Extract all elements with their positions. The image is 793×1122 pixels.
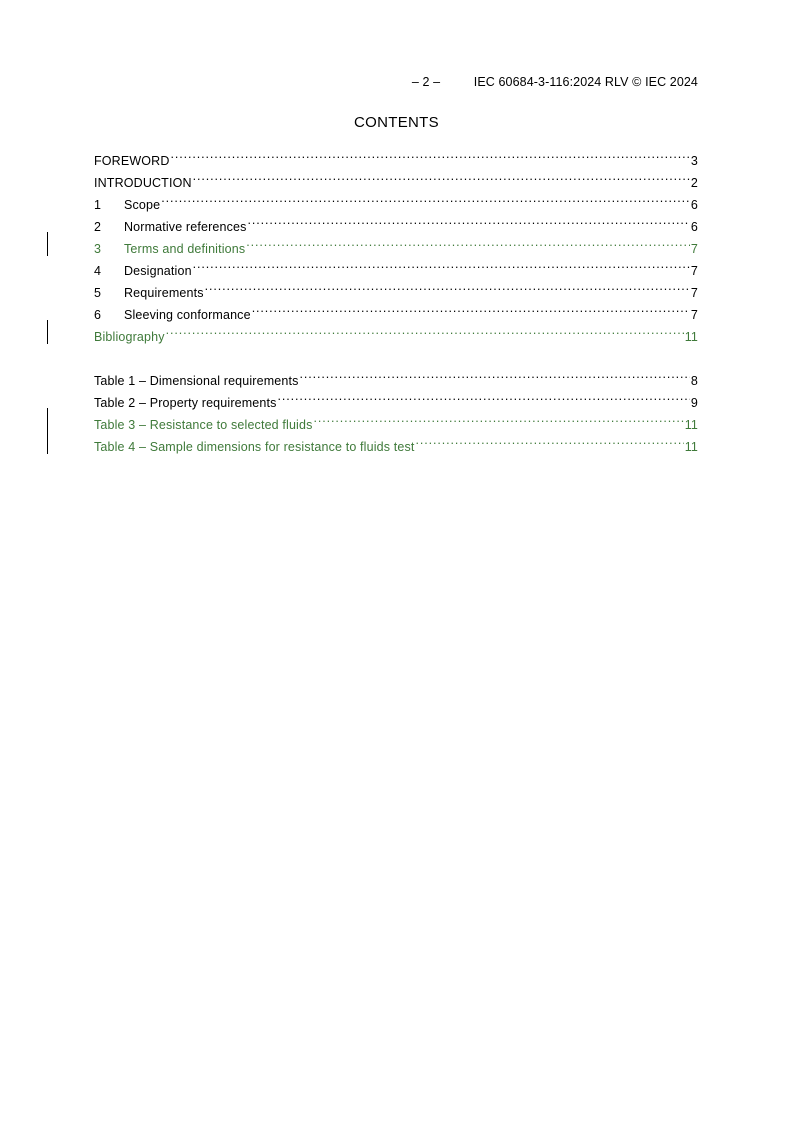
toc-entry-page: 8 bbox=[690, 374, 698, 388]
toc-entry-introduction[interactable] bbox=[94, 165, 698, 190]
table-of-contents bbox=[94, 143, 698, 454]
dot-leader bbox=[193, 253, 690, 275]
toc-entry-number: 2 bbox=[94, 220, 102, 234]
toc-entry-number: 1 bbox=[94, 198, 102, 212]
dot-leader bbox=[313, 407, 683, 429]
toc-entry-bibliography[interactable] bbox=[94, 319, 698, 344]
toc-entry-title: Sleeving conformance bbox=[124, 308, 251, 322]
change-bar bbox=[47, 232, 48, 256]
toc-entry-page: 3 bbox=[690, 154, 698, 168]
toc-entry-table-1[interactable] bbox=[94, 363, 698, 388]
toc-entry-page: 7 bbox=[690, 308, 698, 322]
dot-leader bbox=[300, 363, 690, 385]
dot-leader bbox=[166, 319, 684, 341]
toc-entry-page: 7 bbox=[690, 264, 698, 278]
dot-leader bbox=[193, 165, 690, 187]
toc-entry-page: 7 bbox=[690, 286, 698, 300]
toc-entry-normative-references[interactable] bbox=[94, 209, 698, 234]
dot-leader bbox=[416, 429, 684, 451]
dot-leader bbox=[252, 297, 690, 319]
toc-entry-title: Table 3 – Resistance to selected fluids bbox=[94, 418, 313, 432]
toc-spacer bbox=[94, 341, 698, 363]
dot-leader bbox=[161, 187, 690, 209]
toc-entry-page: 6 bbox=[690, 198, 698, 212]
toc-entry-title: Table 4 – Sample dimensions for resistance to fluids test bbox=[94, 440, 415, 454]
toc-entry-title: INTRODUCTION bbox=[94, 176, 192, 190]
toc-entry-number: 5 bbox=[94, 286, 102, 300]
toc-entry-number: 3 bbox=[94, 242, 102, 256]
toc-entry-title: Terms and definitions bbox=[124, 242, 246, 256]
toc-entry-title: Scope bbox=[124, 198, 161, 212]
page-number: – 2 – bbox=[411, 75, 441, 89]
page-header bbox=[412, 75, 698, 89]
toc-entry-number: 4 bbox=[94, 264, 102, 278]
change-bar bbox=[47, 320, 48, 344]
dot-leader bbox=[246, 231, 690, 253]
dot-leader bbox=[205, 275, 690, 297]
toc-entry-title: Table 1 – Dimensional requirements bbox=[94, 374, 299, 388]
toc-entry-title: Normative references bbox=[124, 220, 247, 234]
toc-entry-title: Table 2 – Property requirements bbox=[94, 396, 277, 410]
toc-entry-title: Requirements bbox=[124, 286, 204, 300]
toc-entry-title: Bibliography bbox=[94, 330, 165, 344]
toc-entry-title: FOREWORD bbox=[94, 154, 170, 168]
toc-entry-page: 9 bbox=[690, 396, 698, 410]
dot-leader bbox=[171, 143, 690, 165]
contents-title: CONTENTS bbox=[354, 114, 439, 131]
toc-entry-title: Designation bbox=[124, 264, 192, 278]
document-id: IEC 60684-3-116:2024 RLV © IEC 2024 bbox=[473, 75, 698, 89]
toc-entry-page: 11 bbox=[684, 440, 698, 454]
toc-entry-page: 11 bbox=[684, 330, 698, 344]
toc-entry-scope[interactable] bbox=[94, 187, 698, 212]
toc-entry-page: 2 bbox=[690, 176, 698, 190]
toc-entry-number: 6 bbox=[94, 308, 102, 322]
dot-leader bbox=[278, 385, 690, 407]
toc-entry-foreword[interactable] bbox=[94, 143, 698, 168]
toc-entry-page: 7 bbox=[690, 242, 698, 256]
change-bar bbox=[47, 408, 48, 454]
toc-entry-page: 6 bbox=[690, 220, 698, 234]
dot-leader bbox=[248, 209, 690, 231]
toc-entry-page: 11 bbox=[684, 418, 698, 432]
